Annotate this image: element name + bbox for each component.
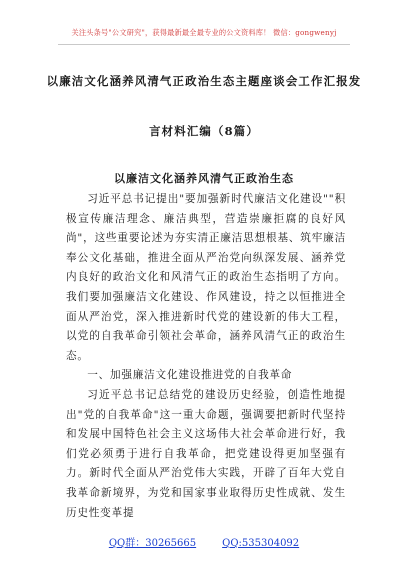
document-title-line-1: 以廉洁文化涵养风清气正政治生态主题座谈会工作汇报发 <box>46 74 362 88</box>
footer-qq: QQ:535304092 <box>222 538 300 549</box>
header-banner: 关注头条号"公文研究"，获得最新最全最专业的公文资料库！ 微信：gongwenyj <box>71 28 337 37</box>
footer <box>0 534 408 549</box>
section-heading: 以廉洁文化涵养风清气正政治生态 <box>114 172 294 185</box>
subheading-1: 一、加强廉洁文化建设推进党的自我革命 <box>87 369 293 382</box>
paragraph-2: 习近平总书记总结党的建设历史经验，创造性地提出"党的自我革命"这一重大命题，强调要把新时代坚持和发展中国特色社会主义这场伟大社会革命进行好，我们党必须勇于进行自我革命，把党建设得更加坚强有力。新时代全面从严治党伟大实践，开辟了百年大党自我革命新境界，为党和国家事业取得历史性成就、发生历史性变革提 <box>66 388 346 519</box>
document-title-line-2: 言材料汇编（8篇） <box>149 124 259 138</box>
paragraph-1: 习近平总书记提出"要加强新时代廉洁文化建设""积极宣传廉洁理念、廉洁典型，营造崇廉拒腐的良好风尚"，这些重要论述为夯实清正廉洁思想根基、筑牢廉洁奉公文化基础，推进全面从严治党向纵深发展、涵养党内良好的政治文化和风清气正的政治生态指明了方向。我们要加强廉洁文化建设、作风建设，持之以恒推进全面从严治党，深入推进新时代党的建设新的伟大工程，以党的自我革命引领社会革命，涵养风清气正的政治生态。 <box>66 193 346 362</box>
body-text <box>66 190 346 523</box>
header-divider <box>58 44 350 45</box>
footer-qq-group: QQ群：30265665 <box>108 538 197 549</box>
